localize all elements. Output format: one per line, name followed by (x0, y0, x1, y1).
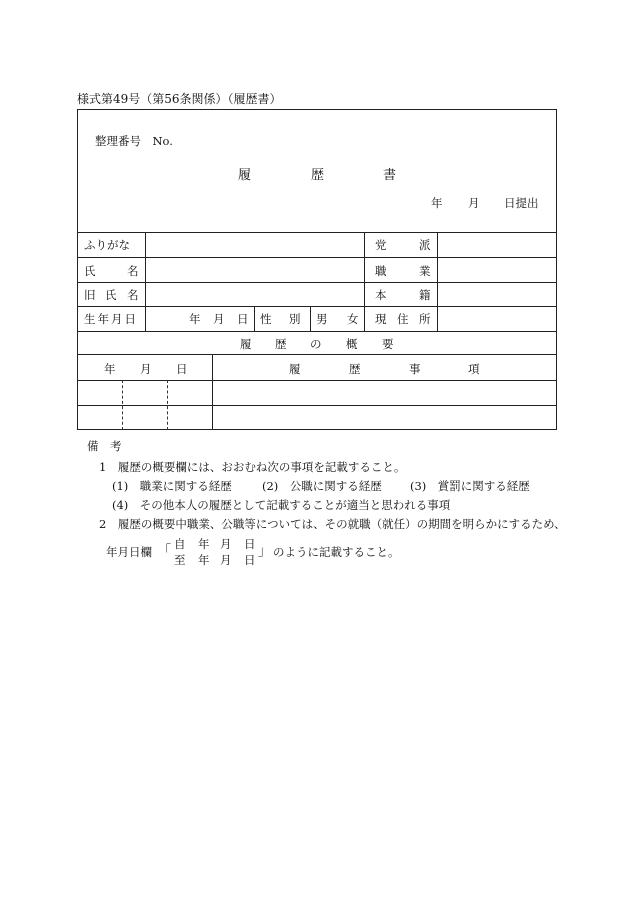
to-month: 月 (220, 553, 232, 567)
note-1: 1 履歴の概要欄には、おおむね次の事項を記載すること。 (99, 460, 406, 474)
note-1-item-4: (4) その他本人の履歴として記載することが適当と思われる事項 (112, 498, 451, 512)
from-char: 自 (174, 537, 186, 551)
gaiyo-title-5: 要 (382, 337, 394, 351)
from-year: 年 (198, 537, 210, 551)
to-char: 至 (174, 553, 186, 567)
title-char-1: 履 (238, 168, 252, 183)
genjusho-label-1: 現 (375, 312, 387, 326)
form-number-caption: 様式第49号（第56条関係）（履歴書） (77, 92, 282, 106)
kyu-shimei-label-2: 氏 (105, 288, 117, 302)
seibetsu-label-2: 別 (289, 312, 301, 326)
submit-day-label: 日提出 (504, 196, 539, 210)
gaiyo-title-3: の (310, 337, 322, 351)
seibetsu-label-1: 性 (260, 312, 272, 326)
title-char-2: 歴 (311, 168, 325, 183)
furigana-label: ふりがな (84, 238, 130, 252)
note-2: 2 履歴の概要中職業、公職等については、その就職（就任）の期間を明らかにするため、 (99, 517, 566, 531)
open-bracket: 「 (158, 544, 172, 559)
kyu-shimei-label-1: 旧 (84, 288, 96, 302)
sex-option-female: 女 (347, 312, 359, 326)
honseki-label-2: 籍 (419, 288, 431, 302)
from-day: 日 (244, 537, 256, 551)
close-bracket: 」 (258, 544, 272, 559)
seinengappi-label: 生年月日 (84, 312, 138, 326)
birth-day-unit: 日 (237, 312, 249, 326)
to-year: 年 (198, 553, 210, 567)
history-date-year: 年 (104, 362, 116, 376)
shimei-label-1: 氏 (84, 264, 96, 278)
birth-month-unit: 月 (213, 312, 225, 326)
note-1-item-1: (1) 職業に関する経歴 (112, 479, 232, 493)
to-day: 日 (244, 553, 256, 567)
note-2-suffix: のように記載すること。 (273, 545, 400, 559)
kyu-shimei-label-3: 名 (127, 288, 139, 302)
history-item-4: 項 (468, 362, 480, 376)
gaiyo-title-4: 概 (346, 337, 358, 351)
submit-month-label: 月 (468, 196, 480, 210)
resume-form (77, 109, 557, 430)
note-1-item-3: (3) 賞罰に関する経歴 (410, 479, 530, 493)
shimei-label-2: 名 (127, 264, 139, 278)
from-month: 月 (220, 537, 232, 551)
genjusho-label-2: 住 (397, 312, 409, 326)
note-1-item-2: (2) 公職に関する経歴 (262, 479, 382, 493)
birth-year-unit: 年 (189, 312, 201, 326)
honseki-label-1: 本 (375, 288, 387, 302)
gaiyo-title-1: 履 (240, 337, 252, 351)
notes-heading: 備 考 (87, 439, 122, 453)
touha-label-2: 派 (419, 238, 431, 252)
note-2-prefix: 年月日欄 (106, 545, 152, 559)
shokugyo-label-2: 業 (419, 264, 431, 278)
submit-year-label: 年 (431, 196, 443, 210)
sex-option-male: 男 (316, 312, 328, 326)
shokugyo-label-1: 職 (375, 264, 387, 278)
history-item-1: 履 (289, 362, 301, 376)
history-date-day: 日 (176, 362, 188, 376)
genjusho-label-3: 所 (419, 312, 431, 326)
touha-label-1: 党 (375, 238, 387, 252)
history-item-3: 事 (409, 362, 421, 376)
seiri-bango-label: 整理番号 No. (95, 134, 173, 148)
history-item-2: 歴 (349, 362, 361, 376)
history-date-month: 月 (140, 362, 152, 376)
gaiyo-title-2: 歴 (275, 337, 287, 351)
title-char-3: 書 (383, 168, 397, 183)
